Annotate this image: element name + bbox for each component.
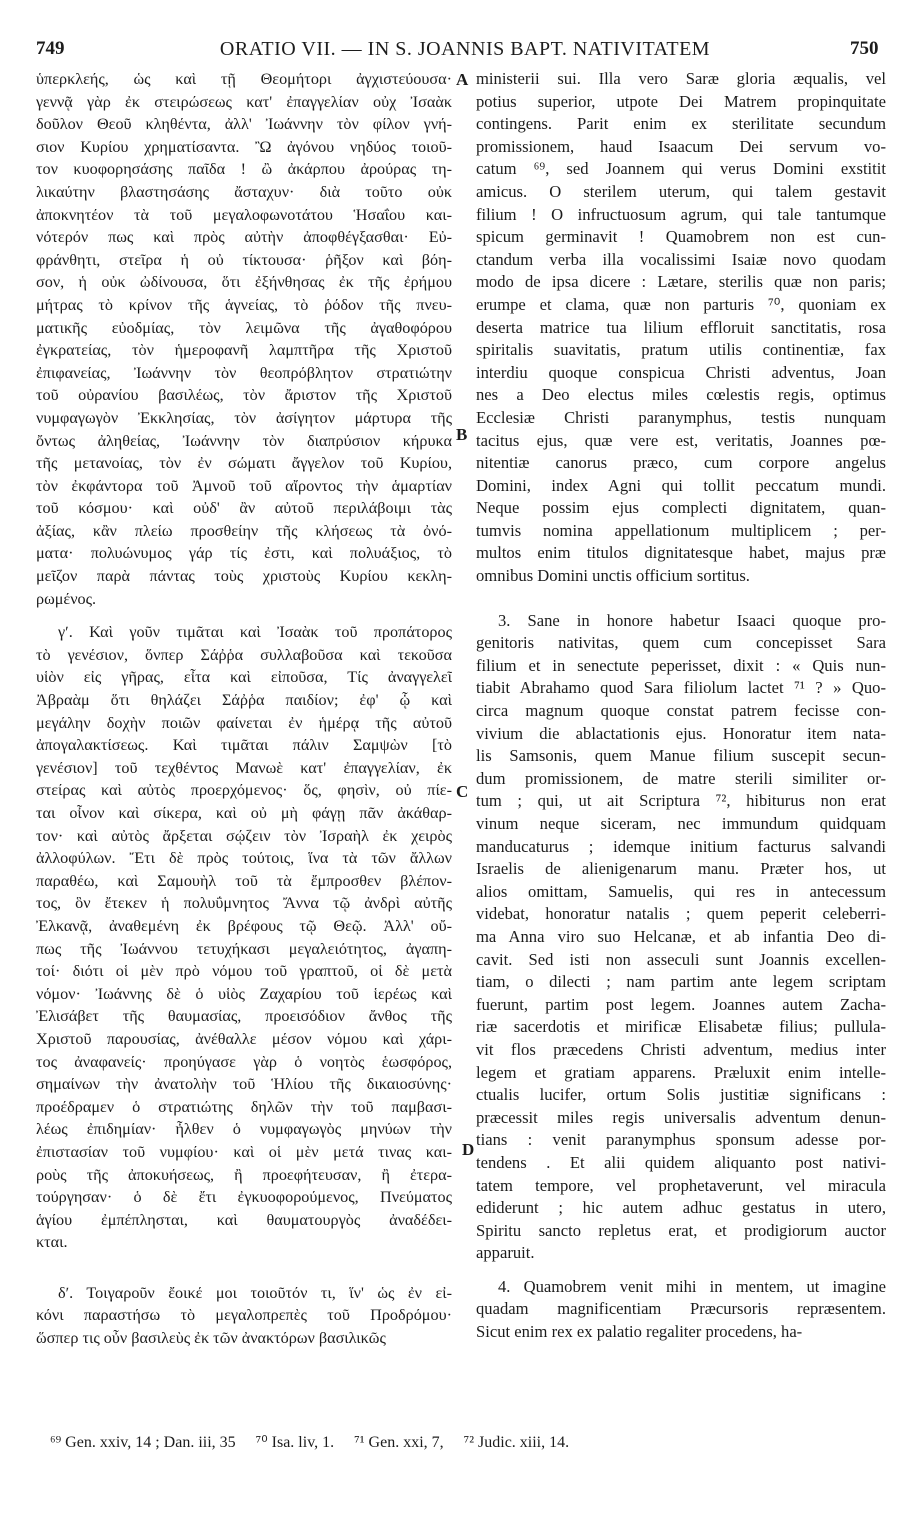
footnote-72: ⁷² Judic. xiii, 14.: [463, 1434, 570, 1451]
latin-text-line: tians : venit paranymphus sponsum adesse por-: [476, 1130, 886, 1150]
greek-text-line: σιον Κυρίου χρηματίσαντα. Ὢ ἀγόνου νηδύος τοιοῦ-: [36, 137, 452, 156]
greek-text-line: ἐπιφανείας, Ἰωάννην τὸν θεοπρόβλητον στρατιώτην: [36, 363, 452, 382]
greek-text-line: γενέσιον] τοῦ τεχθέντος Μανωὲ κατ' ἐπαγγελίαν, ἐκ: [36, 758, 452, 777]
latin-text-line: alios omittam, Samuelis, qui res in antecessum: [476, 881, 886, 901]
latin-text-line: dum promissionem, de matre sterili similiter or-: [476, 768, 886, 788]
latin-text-line: tiam, o dilecti ; nam partim ante legem scriptam: [476, 972, 886, 992]
latin-text-line: vit flos præcedens Christi adventum, medius inter: [476, 1039, 886, 1059]
greek-text-line: γεννᾷ γὰρ ἐκ στειρώσεως κατ' ἐπαγγελίαν οὐχ Ἰσαὰκ: [36, 92, 452, 111]
latin-text-line: modo de ipsa dicere : Lætare, sterilis quæ non paris;: [476, 272, 886, 292]
margin-letter-d: D: [462, 1140, 475, 1159]
latin-text-line: tum ; qui, ut ait Scriptura ⁷², hibiturus non erat: [476, 791, 886, 811]
latin-text-line: filium et in senectute peperisset, dixit : « Quis nun-: [476, 655, 886, 675]
footnotes: [50, 1432, 890, 1452]
greek-text-line: ἀπογαλακτίσεως. Καὶ τιμᾶται πάλιν Σαμψὼν [τὸ: [36, 736, 452, 755]
greek-text-line: Ἐλκανᾷ, ἀναθεμένη ἐκ βρέφους τῷ Θεῷ. Ἀλλ' οὔ-: [36, 916, 452, 935]
margin-letter-b: B: [456, 425, 468, 444]
greek-text-line: ροὺς τῆς ἀποκυήσεως, ἢ προεφήτευσαν, ἢ ἐτερα-: [36, 1165, 452, 1184]
page-number-right: 750: [850, 38, 879, 59]
greek-text-line: δʹ. Τοιγαροῦν ἔοικέ μοι τοιοῦτόν τι, ἵν' ὡς ἐν εἰ-: [58, 1283, 452, 1302]
latin-text-line: tacitus ejus, quæ vere est, veritatis, Joannes pœ-: [476, 430, 886, 450]
greek-text-line: τος ἀναφανείς· προηύγασε γὰρ ὁ νοητὸς ἑωσφόρος,: [36, 1052, 452, 1071]
margin-letter-a: A: [456, 70, 469, 89]
paragraph-gap: [476, 588, 886, 610]
latin-text-line: 3. Sane in honore habetur Isaaci quoque pro-: [498, 610, 886, 630]
greek-text-line: μεῖζον παρὰ πάντας τοὺς χριστοὺς Κυρίου κεκλη-: [36, 567, 452, 586]
latin-text-line: filium ! O infructuosum agrum, qui tale tantumque: [476, 204, 886, 224]
greek-text-line: τος, ὃν ἔτεκεν ἡ πολυΰμνητος Ἄννα τῷ ἀνδρὶ αὐτῆς: [36, 894, 452, 913]
latin-text-line: manducaturus ; idemque initium facturus salvandi: [476, 836, 886, 856]
greek-text-line: σον, ἡ οὐκ ὠδίνουσα, ὅτι ἐξήνθησας ἐκ τῆς ἐρήμου: [36, 273, 452, 292]
running-title: ORATIO VII. — IN S. JOANNIS BAPT. NATIVITATEM: [219, 38, 711, 60]
latin-text-line: quadam magnificentiam Præcursoris repræsentem.: [476, 1299, 886, 1319]
greek-text-line: τον· καὶ αὐτὸς ἄρξεται σῴζειν τὸν Ἰσραὴλ ἐκ χειρὸς: [36, 826, 452, 845]
latin-text-line: Domini, index Agni qui tollit peccatum mundi.: [476, 475, 886, 495]
greek-text-line: γʹ. Καὶ γοῦν τιμᾶται καὶ Ἰσαὰκ τοῦ προπάτορος: [58, 623, 452, 642]
latin-text-line: omnibus Domini unctis officium sortitus.: [476, 566, 750, 586]
latin-text-line: tiabit Abrahamo quod Sara filiolum lactet ⁷¹ ? » Quo-: [476, 678, 886, 698]
latin-text-line: ctandum verba illa vocalissimi Isaiæ novo quodam: [476, 249, 886, 269]
latin-text-line: riæ sacerdotis et mirificæ Elisabetæ filius; pullula-: [476, 1017, 886, 1037]
latin-text-line: tendens . Et alii quidem aliquanto post nativi-: [476, 1152, 886, 1172]
greek-text-line: ὑπερκλεής, ὡς καὶ τῇ Θεομήτορι ἀγχιστεύουσα·: [36, 70, 452, 88]
latin-text-line: spiritalis suavitatis, pratum utilis continentiæ, fax: [476, 340, 886, 360]
greek-text-line: ἐπιστασίαν τοῦ νυμφίου· καὶ οἱ μὲν μετά τινας και-: [36, 1142, 452, 1161]
page-number-left: 749: [36, 38, 65, 59]
latin-text-line: vivium die ablactationis ejus. Honoratur item nata-: [476, 723, 886, 743]
greek-text-line: υἱὸν εἰς γῆρας, εἶτα καὶ εἰποῦσα, Τίς ἀναγγελεῖ: [36, 668, 452, 687]
latin-text-line: apparuit.: [476, 1243, 535, 1263]
latin-text-line: promissionem, haud Isaacum Dei servum vo-: [476, 136, 886, 156]
greek-text-line: Ἐλισάβετ τῆς θαυμασίας, προεισόδιον ἄνθος τῆς: [36, 1007, 452, 1026]
latin-text-line: 4. Quamobrem venit mihi in mentem, ut imagine: [498, 1276, 886, 1296]
greek-text-line: τοῦ οὐρανίου βασιλέως, τὸν ἄριστον τῆς Χριστοῦ: [36, 386, 452, 405]
paragraph-gap: [476, 1265, 886, 1276]
latin-text-line: cavit. Sed isti non asseculi sunt Joannis excellen-: [476, 949, 886, 969]
latin-text-line: circa magnum quoque constat patrem fecisse con-: [476, 701, 886, 721]
footnote-69: ⁶⁹ Gen. xxiv, 14 ; Dan. iii, 35: [50, 1434, 236, 1451]
greek-text-line: τοῦ κόσμου· καὶ οὐδ' ἂν αὐτοῦ περιλάβοιμι τὰς: [36, 499, 452, 518]
greek-text-line: προέδραμεν ὁ στρατιώτης δηλῶν τὴν τοῦ παμβασι-: [36, 1097, 452, 1116]
latin-text-line: potius superior, utpote Dei Matrem propinquitate: [476, 91, 886, 111]
latin-text-line: ediderunt ; hic autem adhuc gestatus in utero,: [476, 1198, 886, 1218]
greek-text-line: στείρας καὶ αὐτὸς προερχόμενος· ὅς, φησὶν, οὐ πίε-: [36, 781, 452, 800]
latin-text-line: Ecclesiæ Christi paranymphus, testis nunquam: [476, 407, 886, 427]
greek-text-line: τῆς μετανοίας, τὸν ἐν σώματι ἄγγελον τοῦ Κυρίου,: [36, 454, 452, 473]
latin-text-line: ma Anna viro suo Helcanæ, et ab infantia Deo di-: [476, 926, 886, 946]
greek-text-line: φράνθητι, στεῖρα ἡ οὐ τίκτουσα· ῥῆξον καὶ βόη-: [36, 250, 452, 269]
latin-text-line: catum ⁶⁹, sed Joannem qui verus Domini exstitit: [476, 159, 886, 179]
greek-column: [36, 68, 452, 1350]
greek-text-line: ρωμένος.: [36, 589, 97, 608]
latin-text-line: legem et gratiam apparens. Præluxit enim intelle-: [476, 1062, 886, 1082]
latin-text-line: deserta matrice tua lilium effloruit sanctitatis, rosa: [476, 317, 886, 337]
latin-text-line: Neque possim ejus complecti dignitatem, quan-: [476, 498, 886, 518]
greek-text-line: ματα· πολυώνυμος γάρ τίς ἐστι, καὶ πολυάξιος, τὸ: [36, 544, 452, 563]
latin-text-line: spicum germinavit ! Quamobrem non est cun-: [476, 227, 886, 247]
greek-text-line: τούργησαν· ὁ δὲ ἔτι ἐγκυοφορούμενος, Πνεύματος: [36, 1188, 452, 1207]
greek-text-line: ἀξίας, κἂν πλείω προσθείην τῆς κλήσεως τὰ ὀνό-: [36, 521, 452, 540]
greek-text-line: τον κυοφορησάσης παῖδα ! ὢ ἀκάρπου ἀρούρας τη-: [36, 160, 452, 179]
latin-text-line: tumvis nomina appellationum multiplicem ; per-: [476, 520, 886, 540]
latin-text-line: tatem tempore, vel prophetaverunt, vel miracula: [476, 1175, 886, 1195]
latin-text-line: lis Samsonis, quem Manue filium suscepit secun-: [476, 746, 886, 766]
latin-text-line: nitentiæ canorus præco, cum corpore angelus: [476, 453, 886, 473]
greek-text-line: κται.: [36, 1233, 68, 1252]
latin-text-line: multos enim titulos dignitatesque habet, majus præ: [476, 543, 886, 563]
greek-text-line: δοῦλον Θεοῦ κληθέντα, ἀλλ' Ἰωάννην τὸν φίλον γνή-: [36, 115, 452, 134]
greek-text-line: σημαίνων τὴν ἀνατολὴν τοῦ Ἡλίου τῆς δικαιοσύνης·: [36, 1075, 452, 1094]
greek-text-line: μήτρας τὸ κρίνον τῆς ἁγνείας, τὸ ῥόδον τῆς πνευ-: [36, 295, 452, 314]
latin-text-line: genitoris nativitas, quem cum concepisset Sara: [476, 633, 886, 653]
latin-text-line: præcessit miles regis universalis adventum denun-: [476, 1107, 886, 1127]
latin-text-line: ctualis lucifer, ortum Solis justitiæ significans :: [476, 1085, 886, 1105]
footnote-70: ⁷⁰ Isa. liv, 1.: [255, 1434, 335, 1451]
greek-text-line: ται οἶνον καὶ σίκερα, καὶ οὐ μὴ φάγῃ πᾶν ἀκάθαρ-: [36, 804, 452, 822]
latin-column: [476, 68, 886, 1344]
greek-text-line: κόνι παραστήσω τὸ μεγαλοπρεπὲς τοῦ Προδρόμου·: [36, 1306, 452, 1325]
footnote-71: ⁷¹ Gen. xxi, 7,: [354, 1434, 444, 1451]
greek-text-line: ἐγκρατείας, τὸν ἡμεροφανῆ λαμπτῆρα τῆς Χριστοῦ: [36, 341, 452, 360]
latin-text-line: interdiu quoque conspicua Christi adventus, Joan: [476, 362, 886, 382]
greek-text-line: παραθέω, καὶ Σαμουὴλ τοῦ τὰ ἔμπροσθεν βλέπον-: [36, 871, 452, 890]
greek-text-line: Ἀβραὰμ ὅτι θηλάζει Σάῤῥα παιδίον; ἐφ' ᾧ καὶ: [36, 691, 452, 710]
latin-text-line: Spiritu sancto repletus erat, et prodigiorum auctor: [476, 1220, 886, 1240]
greek-text-line: τὸν ἐκφάντορα τοῦ Ἀμνοῦ τοῦ αἴροντος τὴν ἁμαρτίαν: [36, 476, 452, 495]
greek-text-line: τοί· διότι οἱ μὲν πρὸ νόμου τοῦ γραπτοῦ, οἱ δὲ μετὰ: [36, 962, 452, 981]
greek-text-line: ἀποκνητέον τὰ τοῦ μεγαλοφωνοτάτου Ἡσαΐου και-: [36, 205, 452, 224]
greek-text-line: μεγάλην δοχὴν ποιῶν φαίνεται ἐν ἡμέρᾳ τῆς αὐτοῦ: [36, 713, 452, 732]
margin-letter-c: C: [456, 782, 469, 801]
latin-text-line: videbat, honoratur natalis ; quem peperit celeberri-: [476, 904, 886, 924]
latin-text-line: Israelis de alienigenarum manu. Præter hos, ut: [476, 859, 886, 879]
greek-text-line: νόμον· Ἰωάννης δὲ ὁ υἱὸς Ζαχαρίου τοῦ ἱερέως καὶ: [36, 984, 452, 1003]
greek-text-line: λέως ἐπιδημίαν· ἦλθεν ὁ νυμφαγωγὸς μηνύων τὴν: [36, 1120, 452, 1139]
latin-text-line: fuerunt, partim post legem. Joannes autem Zacha-: [476, 994, 886, 1014]
greek-text-line: ὥσπερ τις οὖν βασιλεὺς ἐκ τῶν ἀνακτόρων βασιλικῶς: [36, 1329, 386, 1348]
greek-text-line: νυμφαγωγὸν Ἐκκλησίας, τὸν ἀσίγητον μάρτυρα τῆς: [36, 408, 452, 427]
paragraph-gap: [36, 610, 452, 621]
greek-text-line: Χριστοῦ παρουσίας, ἀνέθαλλε μέσον νόμου καὶ χάρι-: [36, 1029, 452, 1048]
latin-text-line: erumpe et clama, quæ non parturis ⁷⁰, quoniam ex: [476, 294, 886, 314]
greek-text-line: ἀλλοφύλων. Ἔτι δὲ πρὸς τούτοις, ἵνα τὰ τῶν ἄλλων: [36, 849, 452, 868]
page-header: [0, 0, 922, 70]
latin-text-line: contingens. Parit enim ex sterilitate secundum: [476, 114, 886, 134]
greek-text-line: ματικῆς εὐοδμίας, τὸν λειμῶνα τῆς ἀγαθοφόρου: [36, 318, 452, 337]
greek-text-line: λικαύτην βλαστησάσης ἄσταχυν· διὰ τοῦτο οὐκ: [36, 182, 452, 201]
greek-text-line: πως τῆς Ἰωάννου τετυχήκασι μεγαλειότητος, ἀγαπη-: [36, 939, 452, 958]
paragraph-gap: [36, 1254, 452, 1282]
greek-text-line: ὄντως ἀληθείας, Ἰωάννην τὸν διαπρύσιον κήρυκα: [36, 431, 452, 450]
greek-text-line: νότερόν πως καὶ πρὸς αὐτὴν ἀποφθέγξασθαι· Εὐ-: [36, 228, 452, 247]
greek-text-line: ἁγίου ἐμπέπλησται, καὶ θαυματουργὸς ἀναδέδει-: [36, 1210, 452, 1229]
greek-text-line: τὸ γενέσιον, ὅνπερ Σάῤῥα συλλαβοῦσα καὶ τεκοῦσα: [36, 645, 452, 664]
latin-text-line: Sicut enim rex ex palatio regaliter procedens, ha-: [476, 1322, 803, 1342]
latin-text-line: ministerii sui. Illa vero Saræ gloria æqualis, vel: [476, 69, 886, 88]
latin-text-line: amicus. O sterilem uterum, qui talem gestavit: [476, 181, 886, 201]
latin-text-line: nes a Deo electus miles cœlestis regis, optimus: [476, 385, 886, 405]
latin-text-line: vinum neque siceram, nec immundum quidquam: [476, 814, 886, 833]
